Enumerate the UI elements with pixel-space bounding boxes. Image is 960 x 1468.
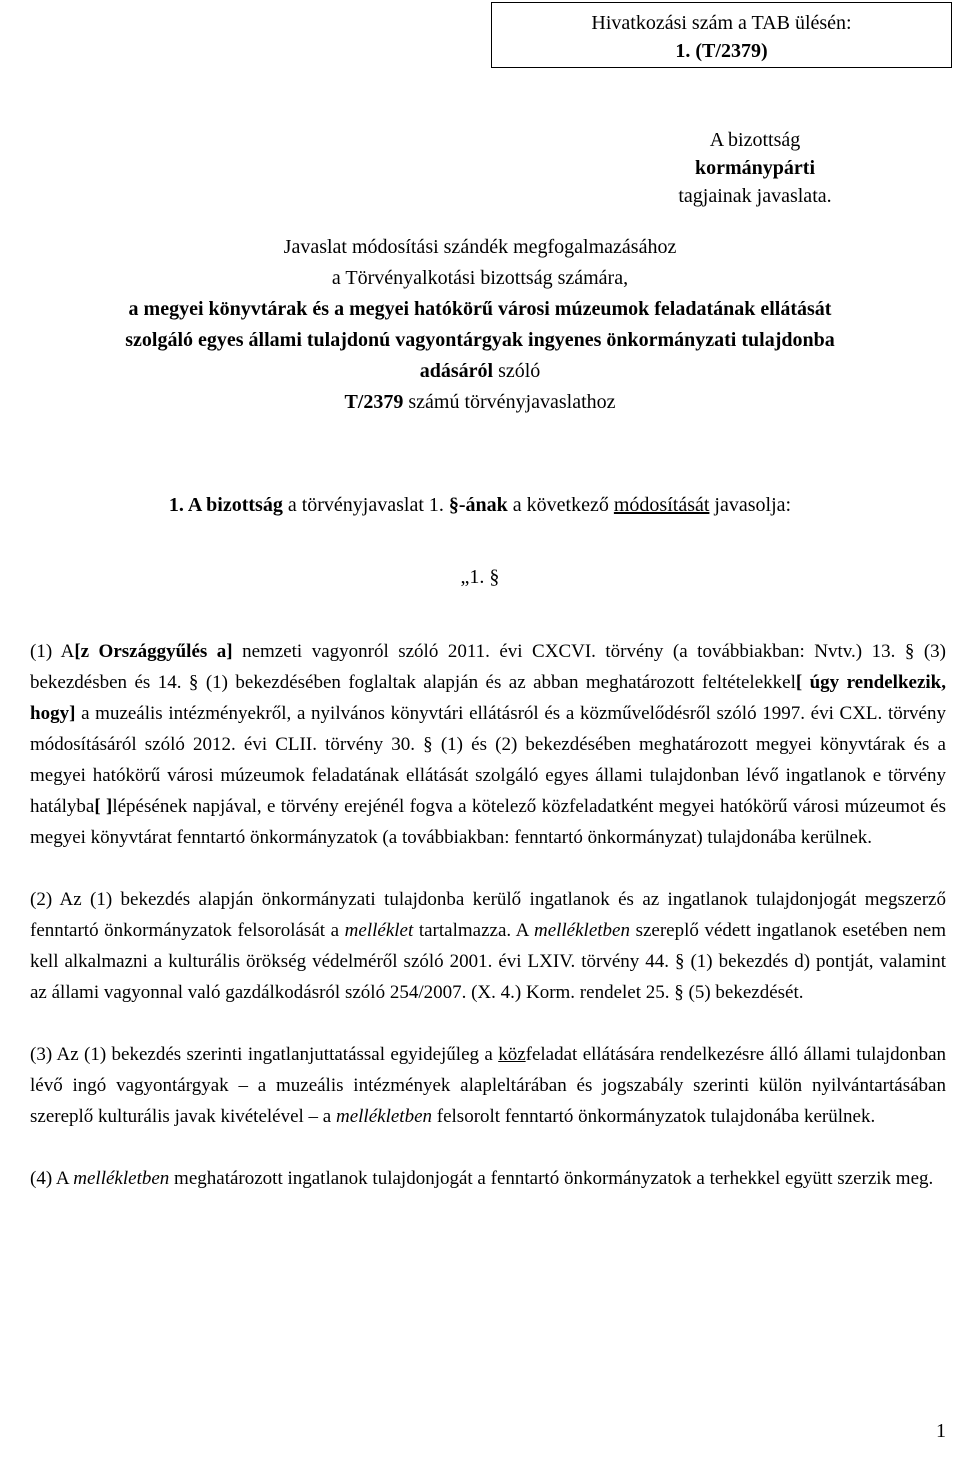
document-title (0, 232, 960, 418)
p2-italic-2: mellékletben (533, 920, 630, 941)
proposal-text-3: javasolja: (709, 494, 792, 516)
title-line-5-bold: adásáról (419, 360, 494, 382)
title-line-3: a megyei könyvtárak és a megyei hatókörű városi múzeumok feladatának ellátását (128, 298, 832, 320)
reference-number: 1. (T/2379) (675, 40, 768, 62)
title-line-4: szolgáló egyes állami tulajdonú vagyontárgyak ingyenes önkormányzati tulajdonba (125, 329, 835, 351)
proposal-number: 1. (168, 494, 188, 516)
proposal-line (0, 490, 960, 520)
paragraph-1 (30, 636, 946, 853)
p1-bold-2: [ úgy rendelkezik, hogy] (30, 672, 946, 724)
p2-text-1: (2) Az (1) bekezdés alapján önkormányzati tulajdonba kerülő ingatlanok és az ingatlanok tulajdonjogát megszerző fenntartó önkormányzatok felsorolását a (30, 889, 946, 941)
title-line-5-rest: szóló (493, 360, 541, 382)
p1-text-1: (1) A (30, 641, 75, 662)
p1-bold-1: [z Országgyűlés a] (74, 641, 233, 662)
p3-text-1: (3) Az (1) bekezdés szerinti ingatlanjuttatással egyidejűleg a (30, 1044, 499, 1065)
p1-text-2: nemzeti vagyonról szóló 2011. évi CXCVI. törvény (a továbbiakban: Nvtv.) 13. § (3) bekezdésben és 14. § (1) bekezdésében foglaltak alapján és az abban meghatározott feltételekkel (30, 641, 946, 693)
p4-text-1: (4) A (30, 1168, 74, 1189)
title-line-6-bold: T/2379 (344, 391, 404, 413)
title-line-1: Javaslat módosítási szándék megfogalmazásához (283, 236, 677, 258)
section-number: „1. § (460, 566, 500, 588)
proposal-section: §-ának (448, 494, 508, 516)
proposal-subject: A bizottság (187, 494, 283, 516)
committee-line-1: A bizottság (709, 129, 801, 151)
p2-text-2: tartalmazza. A (413, 920, 534, 941)
proposal-amendment: módosítását (613, 494, 710, 516)
title-line-5 (0, 356, 960, 387)
p1-text-3: a muzeális intézményekről, a nyilvános könyvtári ellátásról és a közművelődésről szóló 1997. évi CXL. törvény módosításáról szóló 2012. évi CLII. törvény 30. § (1) és (2) bekezdésében meghatározott megyei könyvtárak és a megyei hatókörű városi múzeumok feladatának ellátását szolgáló egyes állami tulajdonban lévő ingatlanok e törvény hatályba (30, 703, 946, 817)
p3-text-3: felsorolt fenntartó önkormányzatok tulajdonába kerülnek. (432, 1106, 876, 1127)
body-text (30, 636, 946, 1194)
paragraph-2 (30, 884, 946, 1008)
reference-number-box (491, 2, 952, 68)
p1-text-4: lépésének napjával, e törvény erejénél fogva a kötelező közfeladatként megyei hatókörű városi múzeumot és megyei könyvtárat fenntartó önkormányzatok (a továbbiakban: fenntartó önkormányzat) tulajdonába kerülnek. (30, 796, 946, 848)
title-line-6-rest: számú törvényjavaslathoz (403, 391, 616, 413)
p2-text-3: szereplő védett ingatlanok esetében nem kell alkalmazni a kulturális örökség védelméről szóló 2001. évi LXIV. törvény 44. § (1) bekezdés d) pontját, valamint az állami vagyonnal való gazdálkodásról szóló 254/2007. (X. 4.) Korm. rendelet 25. § (5) bekezdését. (30, 920, 947, 1003)
paragraph-3 (30, 1039, 946, 1132)
page-number: 1 (936, 1420, 946, 1442)
title-line-2: a Törvényalkotási bizottság számára, (331, 267, 629, 289)
committee-line-3: tagjainak javaslata. (678, 185, 832, 207)
p1-bold-3: [ ] (94, 796, 113, 817)
committee-line-2: kormánypárti (695, 157, 815, 179)
proposal-text-1: a törvényjavaslat 1. (282, 494, 449, 516)
committee-block (560, 126, 950, 210)
proposal-text-2: a következő (507, 494, 614, 516)
p2-italic-1: melléklet (344, 920, 414, 941)
p3-italic-1: mellékletben (336, 1106, 433, 1127)
p4-text-2: meghatározott ingatlanok tulajdonjogát a fenntartó önkormányzatok a terhekkel együtt szerzik meg. (169, 1168, 934, 1189)
p3-underline-1: köz (498, 1044, 526, 1065)
paragraph-4 (30, 1163, 946, 1194)
reference-label: Hivatkozási szám a TAB ülésén: (591, 12, 852, 34)
p4-italic-1: mellékletben (73, 1168, 170, 1189)
title-line-6 (0, 387, 960, 418)
p3-text-2: feladat ellátására rendelkezésre álló állami tulajdonban lévő ingó vagyontárgyak – a muzeális intézmények alapleltárában és jogszabály szerinti külön nyilvántartásában szereplő kulturális javak kivételével – a (30, 1044, 947, 1127)
